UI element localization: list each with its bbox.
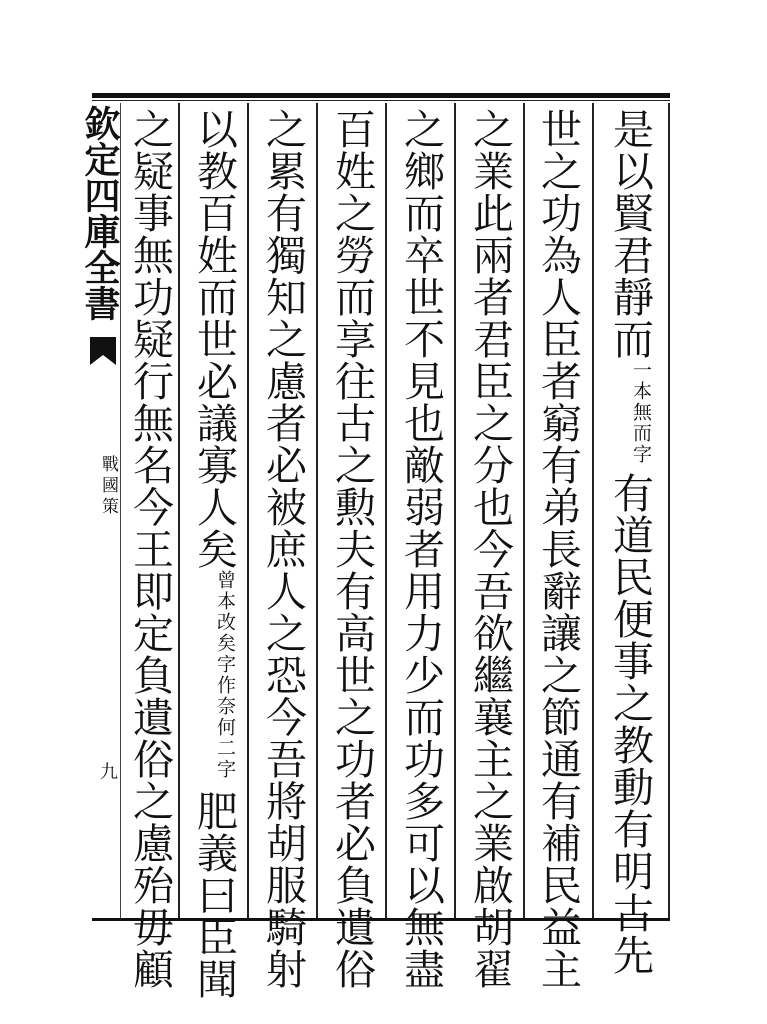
fish-tail-mark [88,335,118,371]
top-border [92,93,670,98]
page-number: 九 [97,762,118,780]
column-divider [454,103,456,918]
text-column-7 [188,108,240,1000]
top-border-inner [92,100,670,101]
column-divider [592,103,594,918]
column-text: 之業此兩者君臣之分也今吾欲繼襄主之業啟胡翟 [466,108,514,990]
column-text: 世之功為人臣者窮有弟長辭讓之節通有補民益主 [534,108,582,990]
text-column-2 [532,108,584,990]
text-column-5 [326,108,378,990]
column-divider [178,103,180,918]
column-text: 百姓之勞而享往古之勲夫有高世之功者必負遺俗 [328,108,376,990]
column-text: 是以賢君靜而 [606,108,654,360]
column-text: 之疑事無功疑行無名今王即定負遺俗之慮殆毋顧 [126,108,174,990]
column-text: 之累有獨知之慮者必被庶人之恐今吾將胡服騎射 [259,108,307,990]
annotation-note: 一本無而字 [630,360,652,465]
column-divider [385,103,387,918]
text-column-4 [395,108,447,990]
column-text: 以教百姓而世必議寡人矣 [190,108,238,570]
annotation-note: 曾本改矣字作奈何二字 [214,570,236,780]
text-column-6 [257,108,309,990]
right-border [668,103,670,918]
text-column-3 [464,108,516,990]
column-text: 之鄉而卒世不見也敵弱者用力少而功多可以無盡 [397,108,445,990]
column-text-continued: 有道民便事之教動有明古先 [606,472,654,976]
column-divider [247,103,249,918]
section-title: 戰國策 [98,455,118,518]
column-divider [523,103,525,918]
text-column-1 [604,108,656,976]
book-title: 欽定四庫全書 [79,105,121,321]
text-column-8 [124,108,176,990]
column-divider [316,103,318,918]
column-text-continued: 肥義曰臣聞 [190,790,238,1000]
